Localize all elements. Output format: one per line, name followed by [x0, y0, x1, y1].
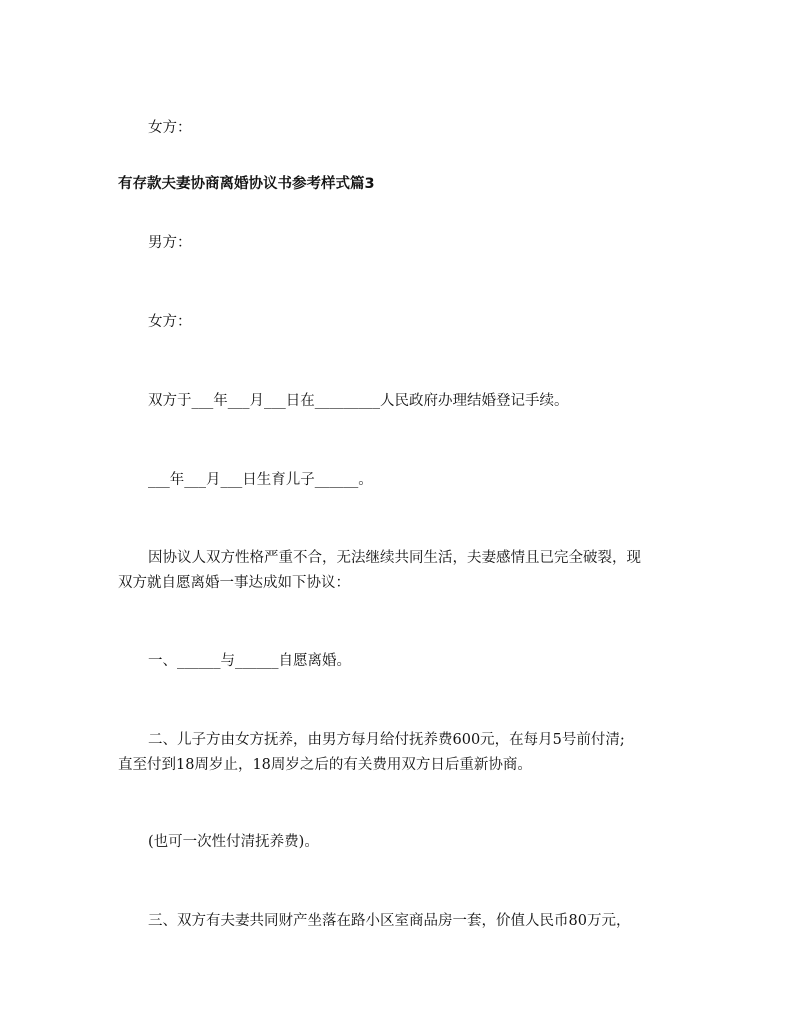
divorce-reason-line-1: 因协议人双方性格严重不合，无法继续共同生活，夫妻感情且已完全破裂，现	[148, 550, 641, 566]
clause-three-line-1: 三、双方有夫妻共同财产坐落在路小区室商品房一套，价值人民币80万元，	[148, 913, 631, 929]
section-heading: 有存款夫妻协商离婚协议书参考样式篇3	[118, 176, 375, 192]
child-birth-paragraph: ___年___月___日生育儿子______。	[148, 472, 373, 488]
divorce-reason-line-2: 双方就自愿离婚一事达成如下协议：	[118, 575, 350, 591]
clause-two-line-2: 直至付到18周岁止，18周岁之后的有关费用双方日后重新协商。	[118, 757, 532, 773]
female-label-second: 女方：	[148, 314, 192, 330]
male-label: 男方：	[148, 235, 192, 251]
support-note: (也可一次性付清抚养费)。	[148, 834, 319, 850]
female-label: 女方：	[148, 120, 192, 136]
clause-one: 一、______与______自愿离婚。	[148, 653, 351, 669]
marriage-registration-paragraph: 双方于___年___月___日在_________人民政府办理结婚登记手续。	[148, 393, 569, 409]
clause-two-line-1: 二、儿子方由女方抚养，由男方每月给付抚养费600元，在每月5号前付清;	[148, 732, 625, 748]
